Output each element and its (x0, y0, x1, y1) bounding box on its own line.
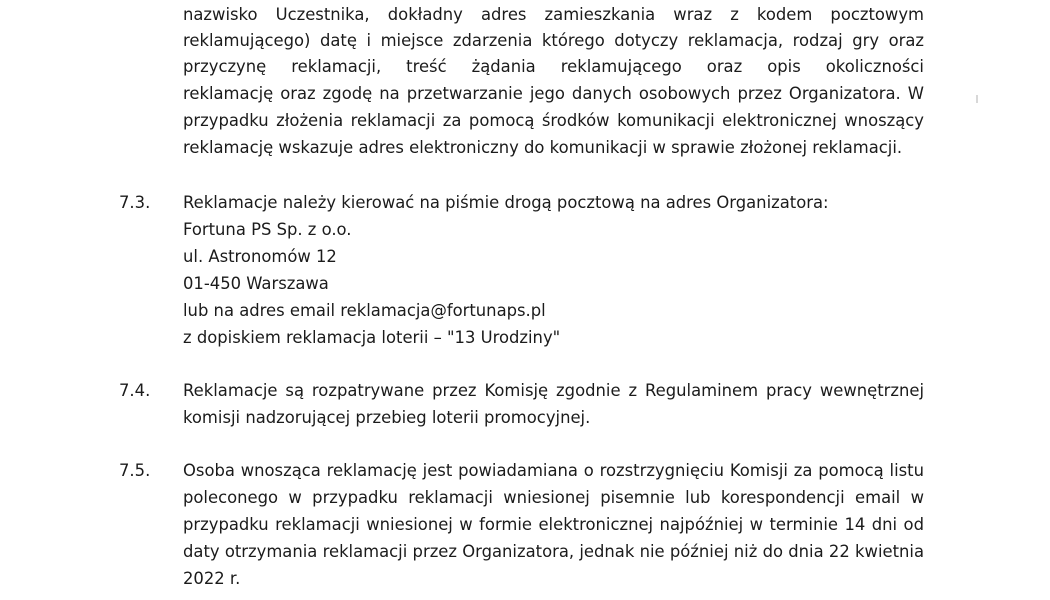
address-company: Fortuna PS Sp. z o.o. (183, 220, 352, 239)
paragraph-line: poleconego w przypadku reklamacji wniesionej pisemnie lub korespondencji email w (183, 488, 924, 507)
paragraph-line: 2022 r. (183, 569, 241, 588)
paragraph-line: reklamację wskazuje adres elektroniczny do komunikacji w sprawie złożonej reklamacji. (183, 138, 903, 157)
paragraph-line: Reklamacje należy kierować na piśmie drogą pocztową na adres Organizatora: (183, 193, 829, 212)
address-note: z dopiskiem reklamacja loterii – "13 Urodziny" (183, 328, 561, 347)
paragraph-line: przypadku reklamacji wniesionej w formie elektronicznej najpóźniej w terminie 14 dni od (183, 515, 924, 534)
section-number: 7.4. (119, 381, 151, 400)
paragraph-line: przypadku złożenia reklamacji za pomocą środków komunikacji elektronicznej wnoszący (183, 111, 924, 130)
paragraph-line: komisji nadzorującej przebieg loterii promocyjnej. (183, 408, 591, 427)
address-street: ul. Astronomów 12 (183, 247, 337, 266)
address-city: 01-450 Warszawa (183, 274, 329, 293)
section-number: 7.5. (119, 461, 151, 480)
paragraph-line: przyczynę reklamacji, treść żądania reklamującego oraz opis okoliczności (183, 57, 924, 76)
address-email: lub na adres email reklamacja@fortunaps.pl (183, 301, 546, 320)
paragraph-line: nazwisko Uczestnika, dokładny adres zamieszkania wraz z kodem pocztowym (183, 5, 924, 24)
paragraph-line: reklamację oraz zgodę na przetwarzanie jego danych osobowych przez Organizatora. W (183, 84, 924, 103)
paragraph-line: reklamującego) datę i miejsce zdarzenia którego dotyczy reklamacja, rodzaj gry oraz (183, 31, 924, 50)
paragraph-line: Reklamacje są rozpatrywane przez Komisję zgodnie z Regulaminem pracy wewnętrznej (183, 381, 924, 400)
section-number: 7.3. (119, 193, 151, 212)
scan-speck (976, 95, 978, 103)
paragraph-line: daty otrzymania reklamacji przez Organizatora, jednak nie później niż do dnia 22 kwietnia (183, 542, 924, 561)
paragraph-line: Osoba wnosząca reklamację jest powiadamiana o rozstrzygnięciu Komisji za pomocą listu (183, 461, 924, 480)
